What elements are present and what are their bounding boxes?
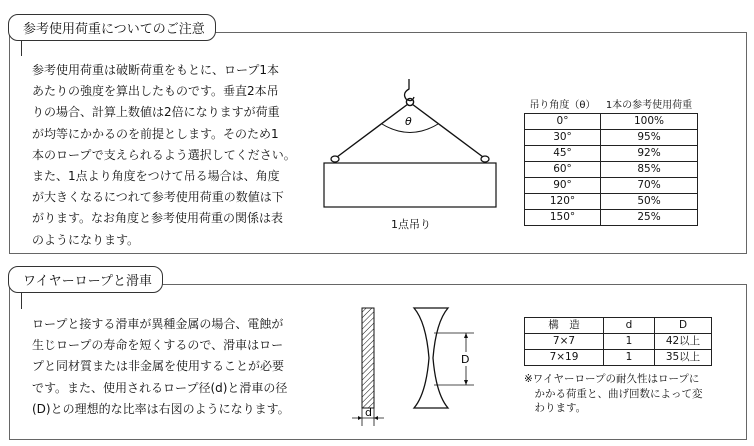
table-row <box>525 210 698 226</box>
table-row <box>525 178 698 194</box>
load-cell: 95% <box>601 130 698 146</box>
angle-theta-label: θ <box>405 115 412 128</box>
table-row <box>525 350 712 366</box>
load-cell: 25% <box>601 210 698 226</box>
structure-cell: 7×7 <box>525 334 604 350</box>
single-point-lifting-diagram <box>320 75 500 235</box>
table-row <box>525 114 698 130</box>
d-dimension-label: d <box>365 406 372 419</box>
table-header-D: D <box>655 318 712 334</box>
section-title-load-caution: 参考使用荷重についてのご注意 <box>8 14 216 41</box>
table-header-row <box>525 318 712 334</box>
diagram-caption: 1点吊り <box>391 218 431 231</box>
angle-cell: 60° <box>525 162 601 178</box>
d-cell: 1 <box>604 334 655 350</box>
load-cell: 70% <box>601 178 698 194</box>
angle-cell: 150° <box>525 210 601 226</box>
load-cell: 50% <box>601 194 698 210</box>
pulley-diagram <box>340 300 500 432</box>
pulley-profile <box>414 308 448 408</box>
angle-cell: 30° <box>525 130 601 146</box>
table-header-load: 1本の参考使用荷重 <box>601 98 698 114</box>
load-box <box>324 163 496 207</box>
table-header-angle: 吊り角度（θ） <box>525 98 601 114</box>
angle-cell: 120° <box>525 194 601 210</box>
eye-right <box>481 156 489 162</box>
table-header-d: d <box>604 318 655 334</box>
rope-section <box>362 308 374 408</box>
load-cell: 85% <box>601 162 698 178</box>
D-cell: 42以上 <box>655 334 712 350</box>
table-header-structure: 構 造 <box>525 318 604 334</box>
table-row <box>525 130 698 146</box>
angle-load-table <box>524 98 698 226</box>
eye-left <box>331 156 339 162</box>
section-title-wire-rope-pulley: ワイヤーロープと滑車 <box>8 266 163 293</box>
table-row <box>525 334 712 350</box>
load-caution-paragraph: 参考使用荷重は破断荷重をもとに、ロープ1本 あたりの強度を算出したものです。垂直2本吊 りの場合、計算上数値は2倍になりますが荷重 が均等にかかるのを前提とします。そのため1 本のロープで支えられるよう選択してください。 また、1点より角度をつけて吊る場合は、角度 が大きくなるにつれて参考使用荷重の数値は下 がります。なお角度と参考使用荷重の関係は表 のようになります。 <box>32 63 296 247</box>
load-cell: 92% <box>601 146 698 162</box>
rope-pulley-ratio-table <box>524 317 712 366</box>
d-cell: 1 <box>604 350 655 366</box>
table-row <box>525 162 698 178</box>
wire-rope-durability-note: ※ワイヤーロープの耐久性はロープに かかる荷重と、曲げ回数によって変 わります。 <box>524 373 703 414</box>
table-row <box>525 194 698 210</box>
angle-cell: 45° <box>525 146 601 162</box>
table-row <box>525 146 698 162</box>
D-dimension-label: D <box>461 353 470 366</box>
hook-icon <box>405 79 414 101</box>
wire-rope-paragraph: ロープと接する滑車が異種金属の場合、電蝕が 生じロープの寿命を短くするので、滑車はロー プと同材質または非金属を使用することが必要 です。また、使用されるロープ径(d)と滑車の径 (D)との理想的な比率は右図のようになります。 <box>32 317 290 416</box>
angle-cell: 0° <box>525 114 601 130</box>
structure-cell: 7×19 <box>525 350 604 366</box>
D-cell: 35以上 <box>655 350 712 366</box>
angle-cell: 90° <box>525 178 601 194</box>
load-cell: 100% <box>601 114 698 130</box>
